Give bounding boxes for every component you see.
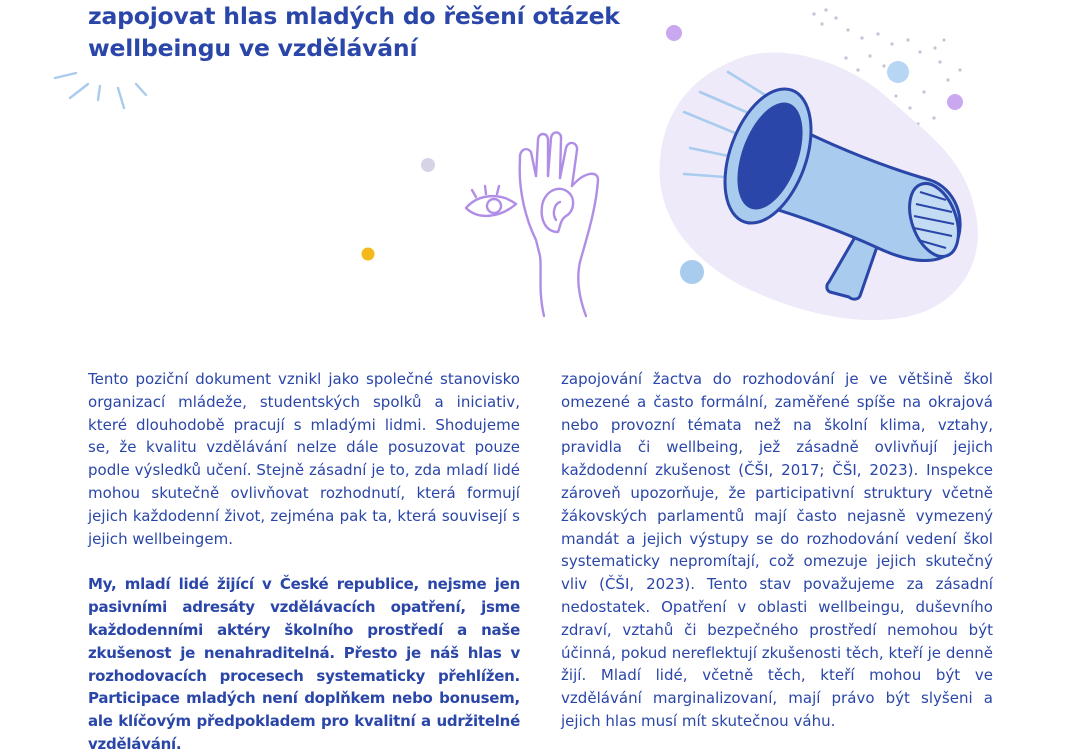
megaphone-illustration — [0, 0, 1080, 340]
intro-paragraph: Tento poziční dokument vznikl jako společné stanovisko organizací mládeže, studentských spolků a iniciativ, které dlouhodobě pracují s mladými lidmi. Shodujeme se, že kvalitu vzdělávání nelze dále posuzovat pouze podle výsledků učení. Stejně zásadní je to, zda mladí lidé mohou skutečně ovlivňovat rozhodnutí, která formují jejich každodenní život, zejména pak ta, která souvisejí s jejich wellbeingem. — [88, 370, 520, 548]
statement-paragraph: My, mladí lidé žijící v České republice, nejsme jen pasivními adresáty vzdělávacích opatření, jsme každodenními aktéry školního prostředí a naše zkušenost je nenahraditelná. Přesto je náš hlas v rozhodovacích procesech systematicky přehlížen. Participace mladých není doplňkem nebo bonusem, ale klíčovým předpokladem pro kvalitní a udržitelné vzdělávání. — [88, 575, 520, 753]
listening-hand-icon — [466, 132, 598, 316]
yellow-dot-icon — [362, 248, 375, 261]
purple-dot-icon — [666, 25, 682, 41]
inspection-paragraph: zapojování žactva do rozhodování je ve většině škol omezené a často formální, zaměřené spíše na okrajová nebo provozní témata než na školní klima, vztahy, pravidla či wellbeing, jež zásadně ovlivňují jejich každodenní zkušenost (ČŠI, 2017; ČŠI, 2023). Inspekce zároveň upozorňuje, že participativní struktury včetně žákovských parlamentů mají často nejasně vymezený mandát a jejich výstupy se do rozhodování vedení škol systematicky nepromítají, což omezuje jejich skutečný vliv (ČŠI, 2023). Tento stav považujeme za zásadní nedostatek. Opatření v oblasti wellbeingu, duševního zdraví, vztahů či bezpečného prostředí nemohou být účinná, pokud nereflektují zkušenosti těch, kteří je denně žijí. Mladí lidé, včetně těch, kteří mohou být ve vzdělávání marginalizovaní, mají právo být slyšeni a jejich hlas musí mít skutečnou váhu. — [561, 370, 993, 730]
title-line-1: zapojovat hlas mladých do řešení otázek — [88, 2, 620, 30]
sparkle-lines-icon — [55, 73, 146, 108]
purple-dot-icon — [947, 94, 963, 110]
title-line-2: wellbeingu ve vzdělávání — [88, 34, 418, 62]
right-column — [561, 368, 993, 733]
grey-dot-icon — [421, 158, 435, 172]
left-column — [88, 368, 520, 756]
blue-dot-icon — [680, 260, 704, 284]
blue-dot-icon — [887, 61, 909, 83]
